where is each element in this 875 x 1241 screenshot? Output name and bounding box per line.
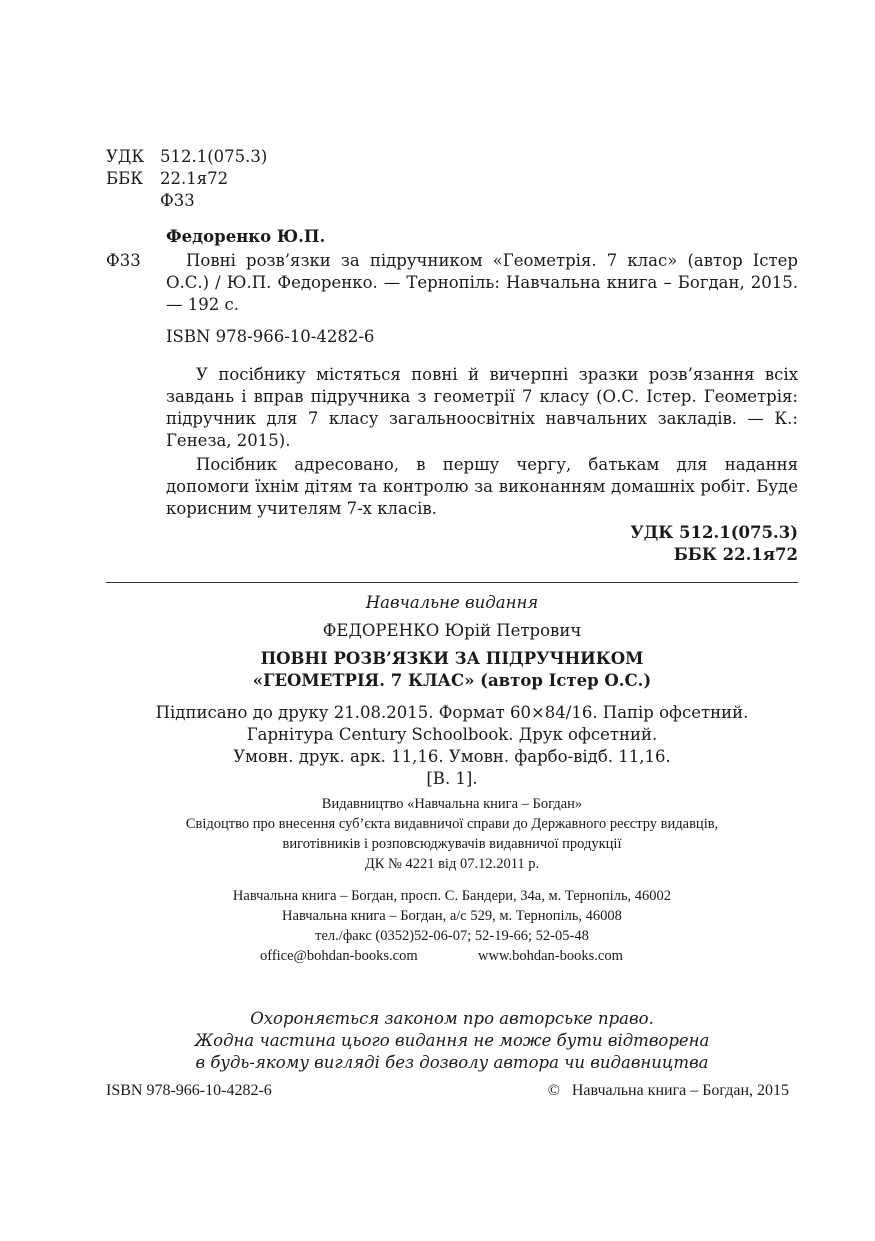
author-mark: Ф33 — [160, 191, 195, 210]
entry-mark: Ф33 — [106, 251, 141, 270]
udk-value: 512.1(075.3) — [160, 147, 268, 166]
address-line-1: Навчальна книга – Богдан, просп. С. Бандери, 34а, м. Тернопіль, 46002 — [232, 888, 672, 904]
entry-author: Федоренко Ю.П. — [166, 227, 326, 246]
print-details-3: Умовн. друк. арк. 11,16. Умовн. фарбо-відб. 11,16. — [233, 747, 671, 766]
copyright-notice-1: Охороняється законом про авторське право. — [250, 1009, 654, 1028]
certificate-line-3: ДК № 4221 від 07.12.2011 р. — [364, 856, 540, 872]
divider-line — [106, 582, 798, 583]
certificate-line-2: виготівників і розповсюджувачів видавничої продукції — [282, 836, 622, 852]
print-details-4: [В. 1]. — [426, 769, 478, 788]
footer-isbn: ISBN 978-966-10-4282-6 — [106, 1082, 272, 1099]
print-details-1: Підписано до друку 21.08.2015. Формат 60×84/16. Папір офсетний. — [155, 703, 749, 722]
udk-full: УДК 512.1(075.3) — [630, 523, 798, 542]
imprint-author: ФЕДОРЕНКО Юрій Петрович — [322, 621, 582, 640]
email-link[interactable]: office@bohdan-books.com — [260, 948, 418, 964]
copyright-holder: © Навчальна книга – Богдан, 2015 — [547, 1082, 789, 1099]
address-line-2: Навчальна книга – Богдан, а/с 529, м. Тернопіль, 46008 — [282, 908, 622, 924]
udk-label: УДК — [106, 147, 145, 166]
copyright-notice-2: Жодна частина цього видання не може бути відтворена — [194, 1031, 710, 1050]
entry-description: Повні розв’язки за підручником «Геометрія. 7 клас» (автор Істер О.С.) / Ю.П. Федоренко. — Тернопіль: Навчальна книга – Богдан, 2015. — 192 с. — [166, 251, 798, 314]
bbk-full: ББК 22.1я72 — [673, 545, 798, 564]
entry-isbn: ISBN 978-966-10-4282-6 — [166, 327, 375, 346]
abstract-paragraph-2: Посібник адресовано, в першу чергу, батькам для надання допомоги їхнім дітям та контролю за виконанням домашніх робіт. Буде корисним учителям 7-х класів. — [166, 455, 798, 518]
publisher-name: Видавництво «Навчальна книга – Богдан» — [321, 796, 583, 812]
abstract-paragraph-1: У посібнику містяться повні й вичерпні зразки розв’язання всіх завдань і вправ підручника з геометрії 7 класу (О.С. Істер. Геометрія: підручник для 7 класу загальноосвітніх навчальних закладів. — К.: Генеза, 2015). — [166, 365, 798, 450]
bbk-value: 22.1я72 — [160, 169, 229, 188]
certificate-line-1: Свідоцтво про внесення суб’єкта видавничої справи до Державного реєстру видавців, — [185, 816, 719, 832]
book-title-line-1: ПОВНІ РОЗВ’ЯЗКИ ЗА ПІДРУЧНИКОМ — [260, 649, 644, 668]
phone-line: тел./факс (0352)52-06-07; 52-19-66; 52-05-48 — [315, 928, 589, 944]
edition-type: Навчальне видання — [365, 593, 539, 612]
print-details-2: Гарнітура Century Schoolbook. Друк офсетний. — [246, 725, 658, 744]
bbk-label: ББК — [106, 169, 144, 188]
copyright-notice-3: в будь-якому вигляді без дозволу автора чи видавництва — [195, 1053, 709, 1072]
website-link[interactable]: www.bohdan-books.com — [478, 948, 623, 964]
book-title-line-2: «ГЕОМЕТРІЯ. 7 КЛАС» (автор Істер О.С.) — [252, 671, 652, 690]
